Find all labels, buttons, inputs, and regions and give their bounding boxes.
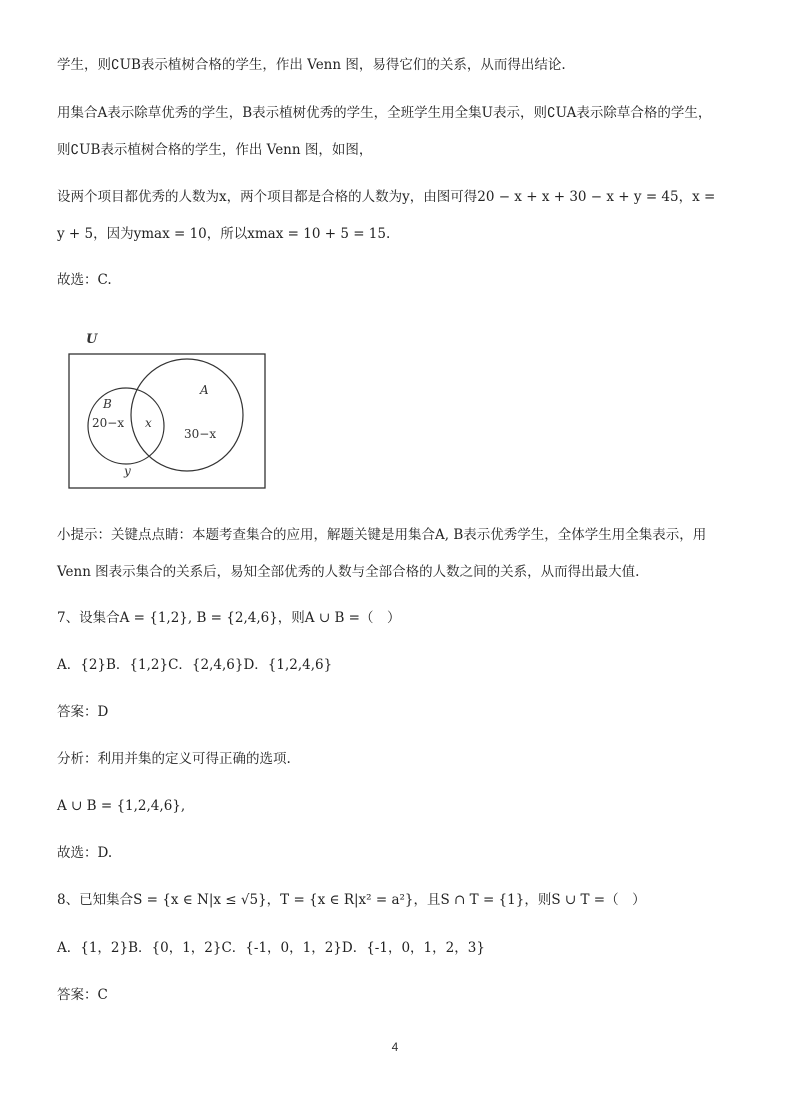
question-7-answer: 答案：D: [57, 704, 109, 720]
text-line: y + 5，因为ymax = 10，所以xmax = 10 + 5 = 15.: [57, 226, 391, 242]
text-line: 小提示：关键点点睛：本题考查集合的应用，解题关键是用集合A, B表示优秀学生，全体学生用全集表示，用: [57, 527, 707, 543]
venn-region-a-only: 30−x: [184, 427, 217, 441]
question-7-options: A．{2}B．{1,2}C．{2,4,6}D．{1,2,4,6}: [57, 657, 333, 673]
text-line: Venn 图表示集合的关系后，易知全部优秀的人数与全部合格的人数之间的关系，从而得出最大值.: [57, 564, 640, 580]
question-7-analysis: 分析：利用并集的定义可得正确的选项.: [57, 751, 291, 767]
venn-region-b-only: 20−x: [92, 416, 125, 430]
venn-universe-label: U: [86, 332, 98, 347]
venn-region-intersection: x: [145, 416, 152, 430]
text-line: 故选：C.: [57, 272, 112, 288]
question-7: 7、设集合A = {1,2}, B = {2,4,6}，则A ∪ B =（ ）: [57, 610, 401, 626]
text-line: 则∁UB表示植树合格的学生，作出 Venn 图，如图，: [57, 142, 373, 158]
venn-label-b: B: [103, 397, 112, 411]
question-8: 8、已知集合S = {x ∈ N|x ≤ √5}，T = {x ∈ R|x² = a²}，且S ∩ T = {1}，则S ∪ T =（ ）: [57, 892, 646, 908]
venn-diagram: [62, 325, 272, 493]
text-line: 用集合A表示除草优秀的学生，B表示植树优秀的学生，全班学生用全集U表示，则∁UA表示除草合格的学生，: [57, 105, 712, 121]
question-8-options: A．{1，2}B．{0，1，2}C．{-1，0，1，2}D．{-1，0，1，2，3}: [57, 940, 485, 956]
page-number: 4: [391, 1040, 399, 1054]
question-8-answer: 答案：C: [57, 987, 108, 1003]
text-line: 故选：D.: [57, 845, 113, 861]
text-line: 学生，则∁UB表示植树合格的学生，作出 Venn 图，易得它们的关系，从而得出结论.: [57, 57, 566, 73]
text-line: 设两个项目都优秀的人数为x，两个项目都是合格的人数为y，由图可得20 − x + x + 30 − x + y = 45，x =: [57, 189, 716, 205]
venn-circle-a: [131, 359, 243, 471]
venn-label-a: A: [200, 383, 209, 397]
venn-region-outside: y: [124, 464, 131, 478]
text-line: A ∪ B = {1,2,4,6},: [57, 798, 186, 814]
